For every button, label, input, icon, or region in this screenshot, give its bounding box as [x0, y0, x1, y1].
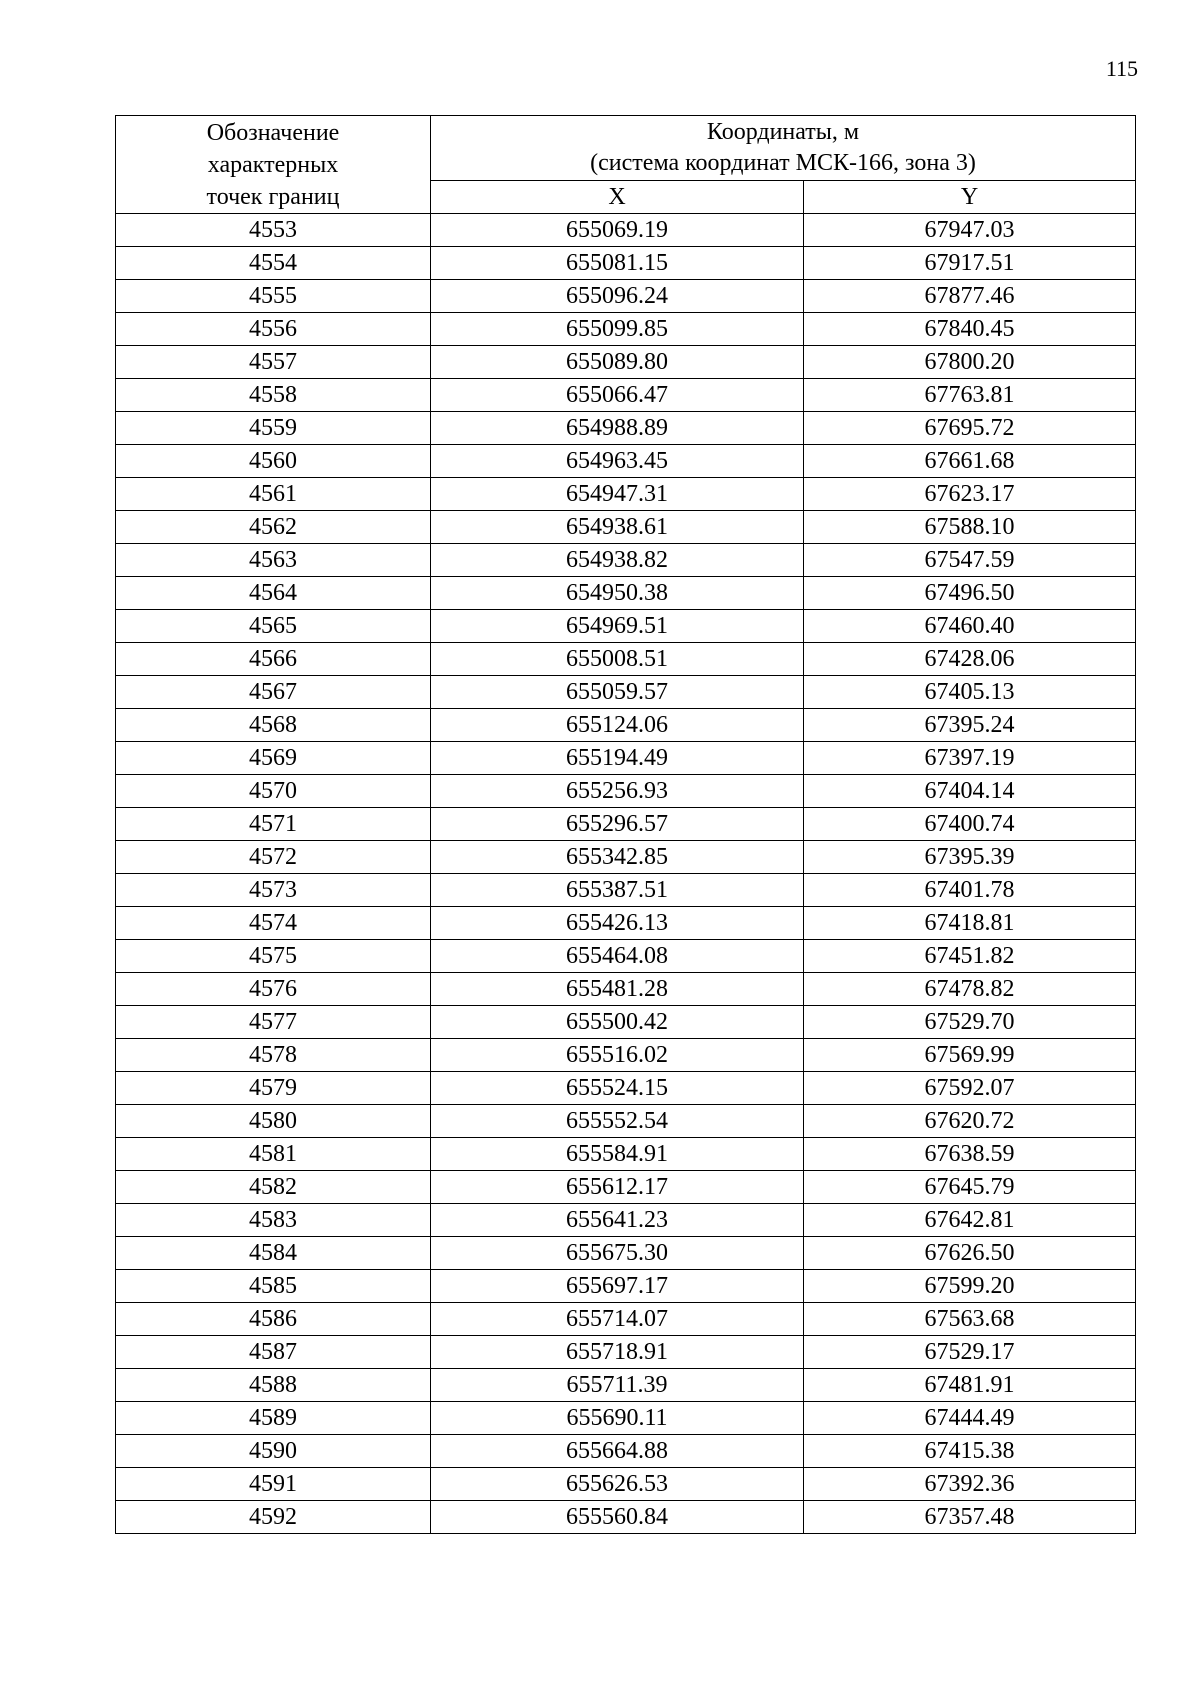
- y-coordinate-cell: 67800.20: [804, 346, 1136, 379]
- y-coordinate-cell: 67428.06: [804, 643, 1136, 676]
- table-row: [116, 1303, 1136, 1336]
- x-coordinate-cell: 655524.15: [431, 1072, 804, 1105]
- point-id-cell: 4556: [116, 313, 431, 346]
- y-coordinate-cell: 67451.82: [804, 940, 1136, 973]
- x-coordinate-cell: 655066.47: [431, 379, 804, 412]
- table-row: [116, 478, 1136, 511]
- y-coordinate-cell: 67563.68: [804, 1303, 1136, 1336]
- table-row: [116, 1435, 1136, 1468]
- y-coordinate-cell: 67877.46: [804, 280, 1136, 313]
- point-id-cell: 4572: [116, 841, 431, 874]
- table-row: [116, 1006, 1136, 1039]
- x-coordinate-cell: 654947.31: [431, 478, 804, 511]
- x-coordinate-cell: 654938.61: [431, 511, 804, 544]
- table-row: [116, 643, 1136, 676]
- table-row: [116, 1270, 1136, 1303]
- x-coordinate-cell: 655124.06: [431, 709, 804, 742]
- point-id-cell: 4564: [116, 577, 431, 610]
- point-id-cell: 4566: [116, 643, 431, 676]
- x-coordinate-cell: 655641.23: [431, 1204, 804, 1237]
- y-column-header: Y: [804, 181, 1136, 214]
- y-coordinate-cell: 67626.50: [804, 1237, 1136, 1270]
- table-row: [116, 1336, 1136, 1369]
- point-id-cell: 4557: [116, 346, 431, 379]
- point-id-cell: 4565: [116, 610, 431, 643]
- table-row: [116, 346, 1136, 379]
- point-id-cell: 4554: [116, 247, 431, 280]
- table-row: [116, 577, 1136, 610]
- point-id-cell: 4570: [116, 775, 431, 808]
- x-coordinate-cell: 655059.57: [431, 676, 804, 709]
- y-coordinate-cell: 67547.59: [804, 544, 1136, 577]
- table-row: [116, 1072, 1136, 1105]
- y-coordinate-cell: 67623.17: [804, 478, 1136, 511]
- y-coordinate-cell: 67400.74: [804, 808, 1136, 841]
- table-row: [116, 709, 1136, 742]
- y-coordinate-cell: 67599.20: [804, 1270, 1136, 1303]
- point-id-cell: 4560: [116, 445, 431, 478]
- y-coordinate-cell: 67763.81: [804, 379, 1136, 412]
- x-coordinate-cell: 655481.28: [431, 973, 804, 1006]
- point-id-cell: 4575: [116, 940, 431, 973]
- x-coordinate-cell: 655584.91: [431, 1138, 804, 1171]
- point-designation-header: [116, 116, 431, 214]
- y-coordinate-cell: 67397.19: [804, 742, 1136, 775]
- x-coordinate-cell: 655387.51: [431, 874, 804, 907]
- point-id-cell: 4582: [116, 1171, 431, 1204]
- table-row: [116, 1039, 1136, 1072]
- x-coordinate-cell: 655718.91: [431, 1336, 804, 1369]
- y-coordinate-cell: 67444.49: [804, 1402, 1136, 1435]
- y-coordinate-cell: 67405.13: [804, 676, 1136, 709]
- y-coordinate-cell: 67415.38: [804, 1435, 1136, 1468]
- x-column-header: X: [431, 181, 804, 214]
- table-row: [116, 1138, 1136, 1171]
- y-coordinate-cell: 67661.68: [804, 445, 1136, 478]
- point-id-cell: 4588: [116, 1369, 431, 1402]
- x-coordinate-cell: 654938.82: [431, 544, 804, 577]
- x-coordinate-cell: 654988.89: [431, 412, 804, 445]
- table-row: [116, 742, 1136, 775]
- x-coordinate-cell: 655500.42: [431, 1006, 804, 1039]
- table-row: [116, 940, 1136, 973]
- point-id-cell: 4555: [116, 280, 431, 313]
- table-row: [116, 610, 1136, 643]
- point-id-cell: 4592: [116, 1501, 431, 1534]
- y-coordinate-cell: 67569.99: [804, 1039, 1136, 1072]
- point-designation-header-line2: характерных: [207, 151, 339, 178]
- x-coordinate-cell: 654963.45: [431, 445, 804, 478]
- point-id-cell: 4583: [116, 1204, 431, 1237]
- x-coordinate-cell: 655099.85: [431, 313, 804, 346]
- point-id-cell: 4584: [116, 1237, 431, 1270]
- table-header: [116, 116, 1136, 214]
- y-coordinate-cell: 67418.81: [804, 907, 1136, 940]
- x-coordinate-cell: 655256.93: [431, 775, 804, 808]
- point-id-cell: 4559: [116, 412, 431, 445]
- coordinates-header-line2: (система координат МСК-166, зона 3): [590, 150, 976, 176]
- table-row: [116, 907, 1136, 940]
- x-coordinate-cell: 655612.17: [431, 1171, 804, 1204]
- table-row: [116, 511, 1136, 544]
- y-coordinate-cell: 67592.07: [804, 1072, 1136, 1105]
- table-body: [116, 214, 1136, 1534]
- point-id-cell: 4578: [116, 1039, 431, 1072]
- x-coordinate-cell: 655089.80: [431, 346, 804, 379]
- y-coordinate-cell: 67695.72: [804, 412, 1136, 445]
- coordinates-table: [115, 115, 1136, 1534]
- y-coordinate-cell: 67395.24: [804, 709, 1136, 742]
- y-coordinate-cell: 67357.48: [804, 1501, 1136, 1534]
- y-coordinate-cell: 67840.45: [804, 313, 1136, 346]
- y-coordinate-cell: 67620.72: [804, 1105, 1136, 1138]
- point-id-cell: 4586: [116, 1303, 431, 1336]
- table-row: [116, 1237, 1136, 1270]
- y-coordinate-cell: 67642.81: [804, 1204, 1136, 1237]
- table-row: [116, 1171, 1136, 1204]
- table-row: [116, 775, 1136, 808]
- table-row: [116, 445, 1136, 478]
- point-id-cell: 4587: [116, 1336, 431, 1369]
- table-row: [116, 973, 1136, 1006]
- point-id-cell: 4589: [116, 1402, 431, 1435]
- point-id-cell: 4579: [116, 1072, 431, 1105]
- x-coordinate-cell: 655711.39: [431, 1369, 804, 1402]
- table-row: [116, 412, 1136, 445]
- x-coordinate-cell: 655096.24: [431, 280, 804, 313]
- table-row: [116, 1105, 1136, 1138]
- table-row: [116, 874, 1136, 907]
- point-id-cell: 4573: [116, 874, 431, 907]
- point-id-cell: 4580: [116, 1105, 431, 1138]
- y-coordinate-cell: 67496.50: [804, 577, 1136, 610]
- table-row: [116, 313, 1136, 346]
- x-coordinate-cell: 654950.38: [431, 577, 804, 610]
- x-coordinate-cell: 655552.54: [431, 1105, 804, 1138]
- point-id-cell: 4568: [116, 709, 431, 742]
- x-coordinate-cell: 655697.17: [431, 1270, 804, 1303]
- point-id-cell: 4591: [116, 1468, 431, 1501]
- point-designation-header-line3: точек границ: [206, 183, 340, 210]
- x-coordinate-cell: 655690.11: [431, 1402, 804, 1435]
- x-coordinate-cell: 655560.84: [431, 1501, 804, 1534]
- point-id-cell: 4574: [116, 907, 431, 940]
- y-coordinate-cell: 67638.59: [804, 1138, 1136, 1171]
- point-id-cell: 4569: [116, 742, 431, 775]
- table-row: [116, 544, 1136, 577]
- x-coordinate-cell: 655714.07: [431, 1303, 804, 1336]
- point-id-cell: 4567: [116, 676, 431, 709]
- x-coordinate-cell: 655626.53: [431, 1468, 804, 1501]
- y-coordinate-cell: 67947.03: [804, 214, 1136, 247]
- page-number: 115: [1105, 56, 1138, 81]
- point-id-cell: 4558: [116, 379, 431, 412]
- y-coordinate-cell: 67395.39: [804, 841, 1136, 874]
- y-coordinate-cell: 67404.14: [804, 775, 1136, 808]
- point-id-cell: 4553: [116, 214, 431, 247]
- coordinates-header: [431, 116, 1136, 181]
- table-row: [116, 379, 1136, 412]
- point-id-cell: 4581: [116, 1138, 431, 1171]
- table-row: [116, 841, 1136, 874]
- x-coordinate-cell: 655426.13: [431, 907, 804, 940]
- coordinates-header-line1: Координаты, м: [706, 119, 860, 145]
- y-coordinate-cell: 67392.36: [804, 1468, 1136, 1501]
- y-coordinate-cell: 67917.51: [804, 247, 1136, 280]
- x-coordinate-cell: 655296.57: [431, 808, 804, 841]
- table-row: [116, 1204, 1136, 1237]
- point-designation-header-line1: Обозначение: [206, 119, 340, 146]
- table-row: [116, 1501, 1136, 1534]
- table-row: [116, 676, 1136, 709]
- table-row: [116, 247, 1136, 280]
- table-row: [116, 214, 1136, 247]
- point-id-cell: 4585: [116, 1270, 431, 1303]
- point-id-cell: 4562: [116, 511, 431, 544]
- table-row: [116, 1369, 1136, 1402]
- table-row: [116, 1402, 1136, 1435]
- table-row: [116, 1468, 1136, 1501]
- table-row: [116, 280, 1136, 313]
- x-coordinate-cell: 655664.88: [431, 1435, 804, 1468]
- y-coordinate-cell: 67401.78: [804, 874, 1136, 907]
- x-coordinate-cell: 655008.51: [431, 643, 804, 676]
- point-id-cell: 4571: [116, 808, 431, 841]
- x-coordinate-cell: 655081.15: [431, 247, 804, 280]
- table-row: [116, 808, 1136, 841]
- y-coordinate-cell: 67460.40: [804, 610, 1136, 643]
- x-coordinate-cell: 655464.08: [431, 940, 804, 973]
- point-id-cell: 4563: [116, 544, 431, 577]
- x-coordinate-cell: 655069.19: [431, 214, 804, 247]
- y-coordinate-cell: 67529.17: [804, 1336, 1136, 1369]
- x-coordinate-cell: 655194.49: [431, 742, 804, 775]
- y-coordinate-cell: 67645.79: [804, 1171, 1136, 1204]
- x-coordinate-cell: 655675.30: [431, 1237, 804, 1270]
- y-coordinate-cell: 67529.70: [804, 1006, 1136, 1039]
- point-id-cell: 4561: [116, 478, 431, 511]
- x-coordinate-cell: 655342.85: [431, 841, 804, 874]
- point-id-cell: 4577: [116, 1006, 431, 1039]
- point-id-cell: 4576: [116, 973, 431, 1006]
- x-coordinate-cell: 655516.02: [431, 1039, 804, 1072]
- y-coordinate-cell: 67588.10: [804, 511, 1136, 544]
- y-coordinate-cell: 67481.91: [804, 1369, 1136, 1402]
- y-coordinate-cell: 67478.82: [804, 973, 1136, 1006]
- point-id-cell: 4590: [116, 1435, 431, 1468]
- x-coordinate-cell: 654969.51: [431, 610, 804, 643]
